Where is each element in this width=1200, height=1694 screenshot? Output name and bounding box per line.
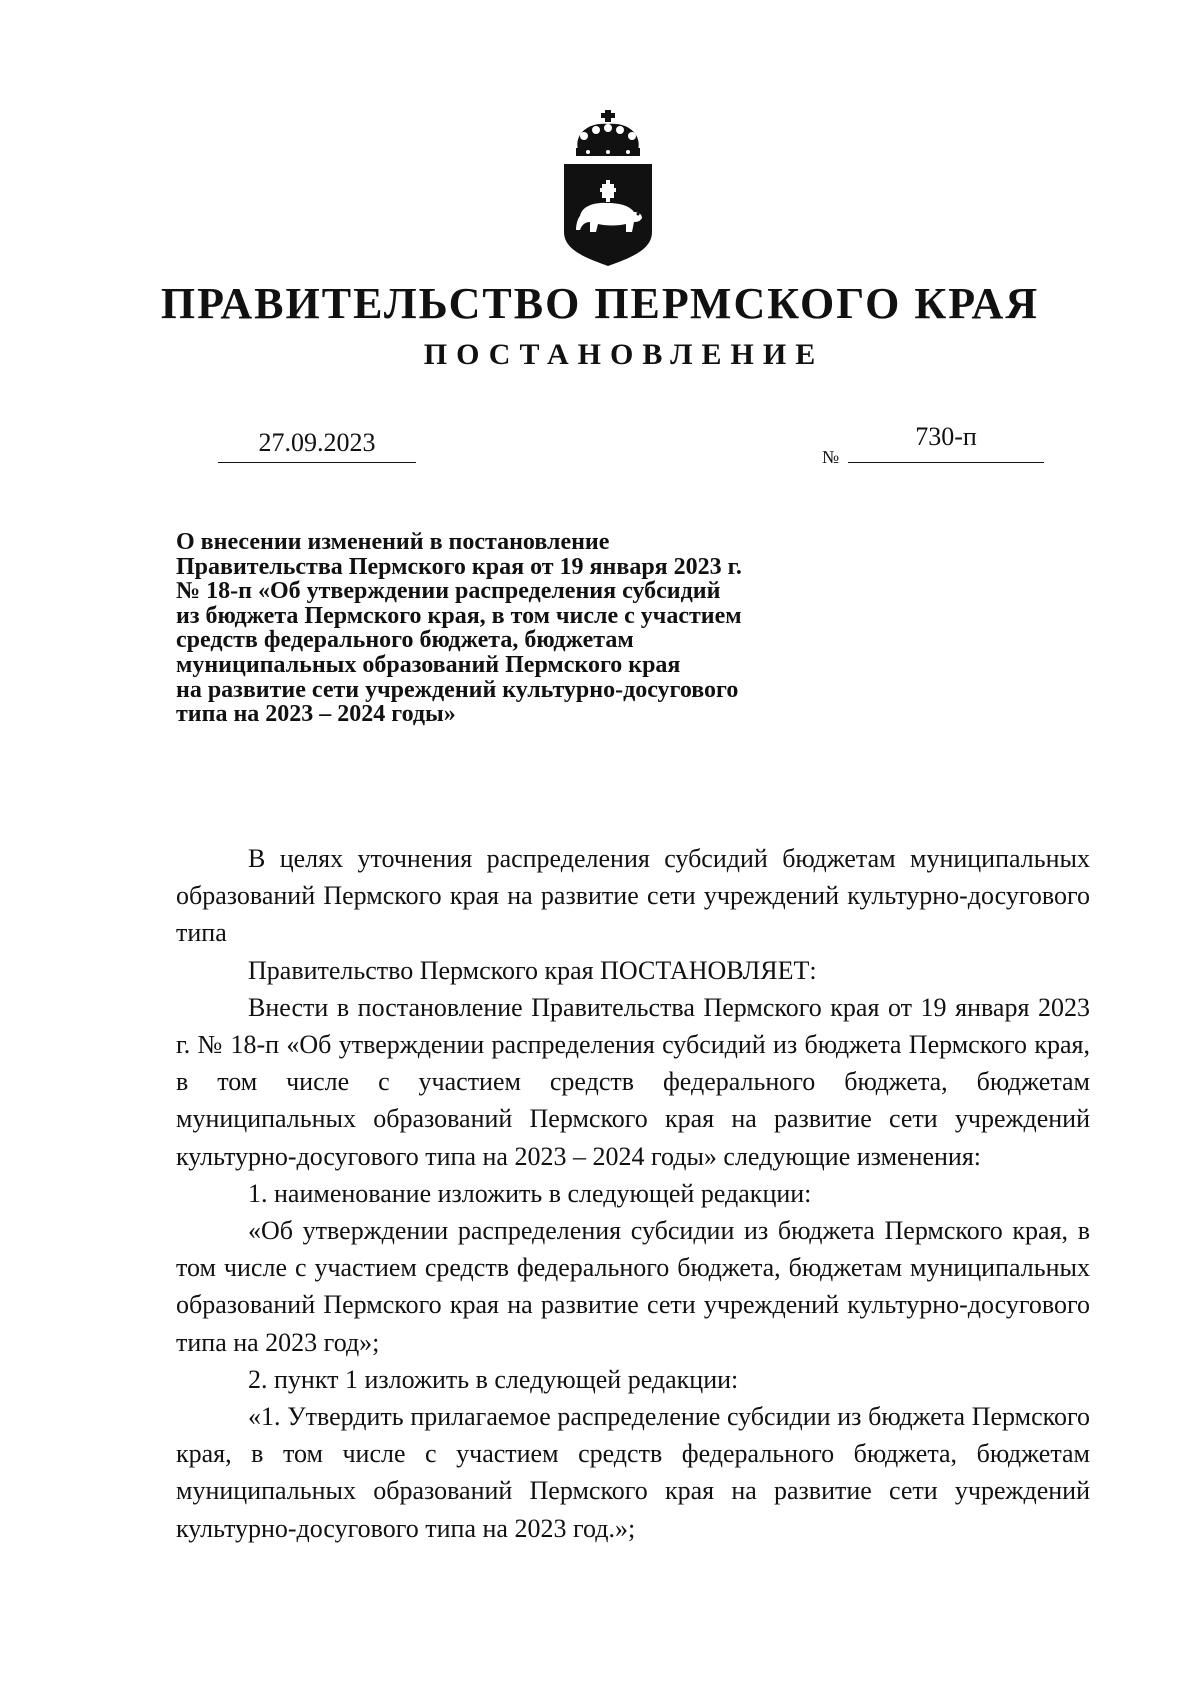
body-paragraph-preamble: В целях уточнения распределения субсидий бюджетам муниципальных образований Пермского края на развитие сети учреждений культурно-досугового типа — [176, 844, 1090, 948]
body-paragraph-resolves: Правительство Пермского края ПОСТАНОВЛЯЕТ: — [248, 955, 817, 985]
document-number: 730-п — [848, 420, 1044, 463]
body-paragraph-item-1: 1. наименование изложить в следующей редакции: — [248, 1178, 812, 1208]
body-paragraph-amend: Внести в постановление Правительства Пермского края от 19 января 2023 г. № 18-п «Об утверждении распределения субсидий из бюджета Пермского края, в том числе с участием средств федерального бюджета, бюджетам муниципальных образований Пермского края на развитие сети учреждений культурно-досугового типа на 2023 – 2024 годы» следующие изменения: — [176, 992, 1090, 1171]
subject-line: типа на 2023 – 2024 годы» — [176, 701, 456, 728]
number-label: № — [822, 447, 840, 467]
body-paragraph-item-1-text: «Об утверждении распределения субсидии из бюджета Пермского края, в том числе с участием средств федерального бюджета, бюджетам муниципальных образований Пермского края на развитие сети учреждений культурно-досугового типа на 2023 год»; — [176, 1216, 1090, 1357]
subject-line: из бюджета Пермского края, в том числе с участием — [176, 602, 742, 629]
subject-line: Правительства Пермского края от 19 января 2023 г. — [176, 553, 742, 580]
subject-line: муниципальных образований Пермского края — [176, 651, 681, 678]
subject-line: № 18-п «Об утверждении распределения субсидий — [176, 578, 721, 605]
subject-line: на развитие сети учреждений культурно-досугового — [176, 676, 739, 703]
document-subject — [176, 530, 876, 727]
organization-title: ПРАВИТЕЛЬСТВО ПЕРМСКОГО КРАЯ — [160, 279, 1040, 328]
document-type-title: ПОСТАНОВЛЕНИЕ — [423, 338, 825, 371]
document-date: 27.09.2023 — [218, 426, 416, 463]
subject-line: средств федерального бюджета, бюджетам — [176, 627, 634, 654]
body-paragraph-item-2: 2. пункт 1 изложить в следующей редакции: — [248, 1364, 739, 1394]
body-paragraph-item-2-text: «1. Утвердить прилагаемое распределение субсидии из бюджета Пермского края, в том числе с участием средств федерального бюджета, бюджетам муниципальных образований Пермского края на развитие сети учреждений культурно-досугового типа на 2023 год.»; — [176, 1402, 1090, 1543]
perm-krai-coat-of-arms-icon — [560, 108, 656, 268]
document-body — [176, 840, 1090, 1547]
subject-line: О внесении изменений в постановление — [176, 529, 610, 555]
